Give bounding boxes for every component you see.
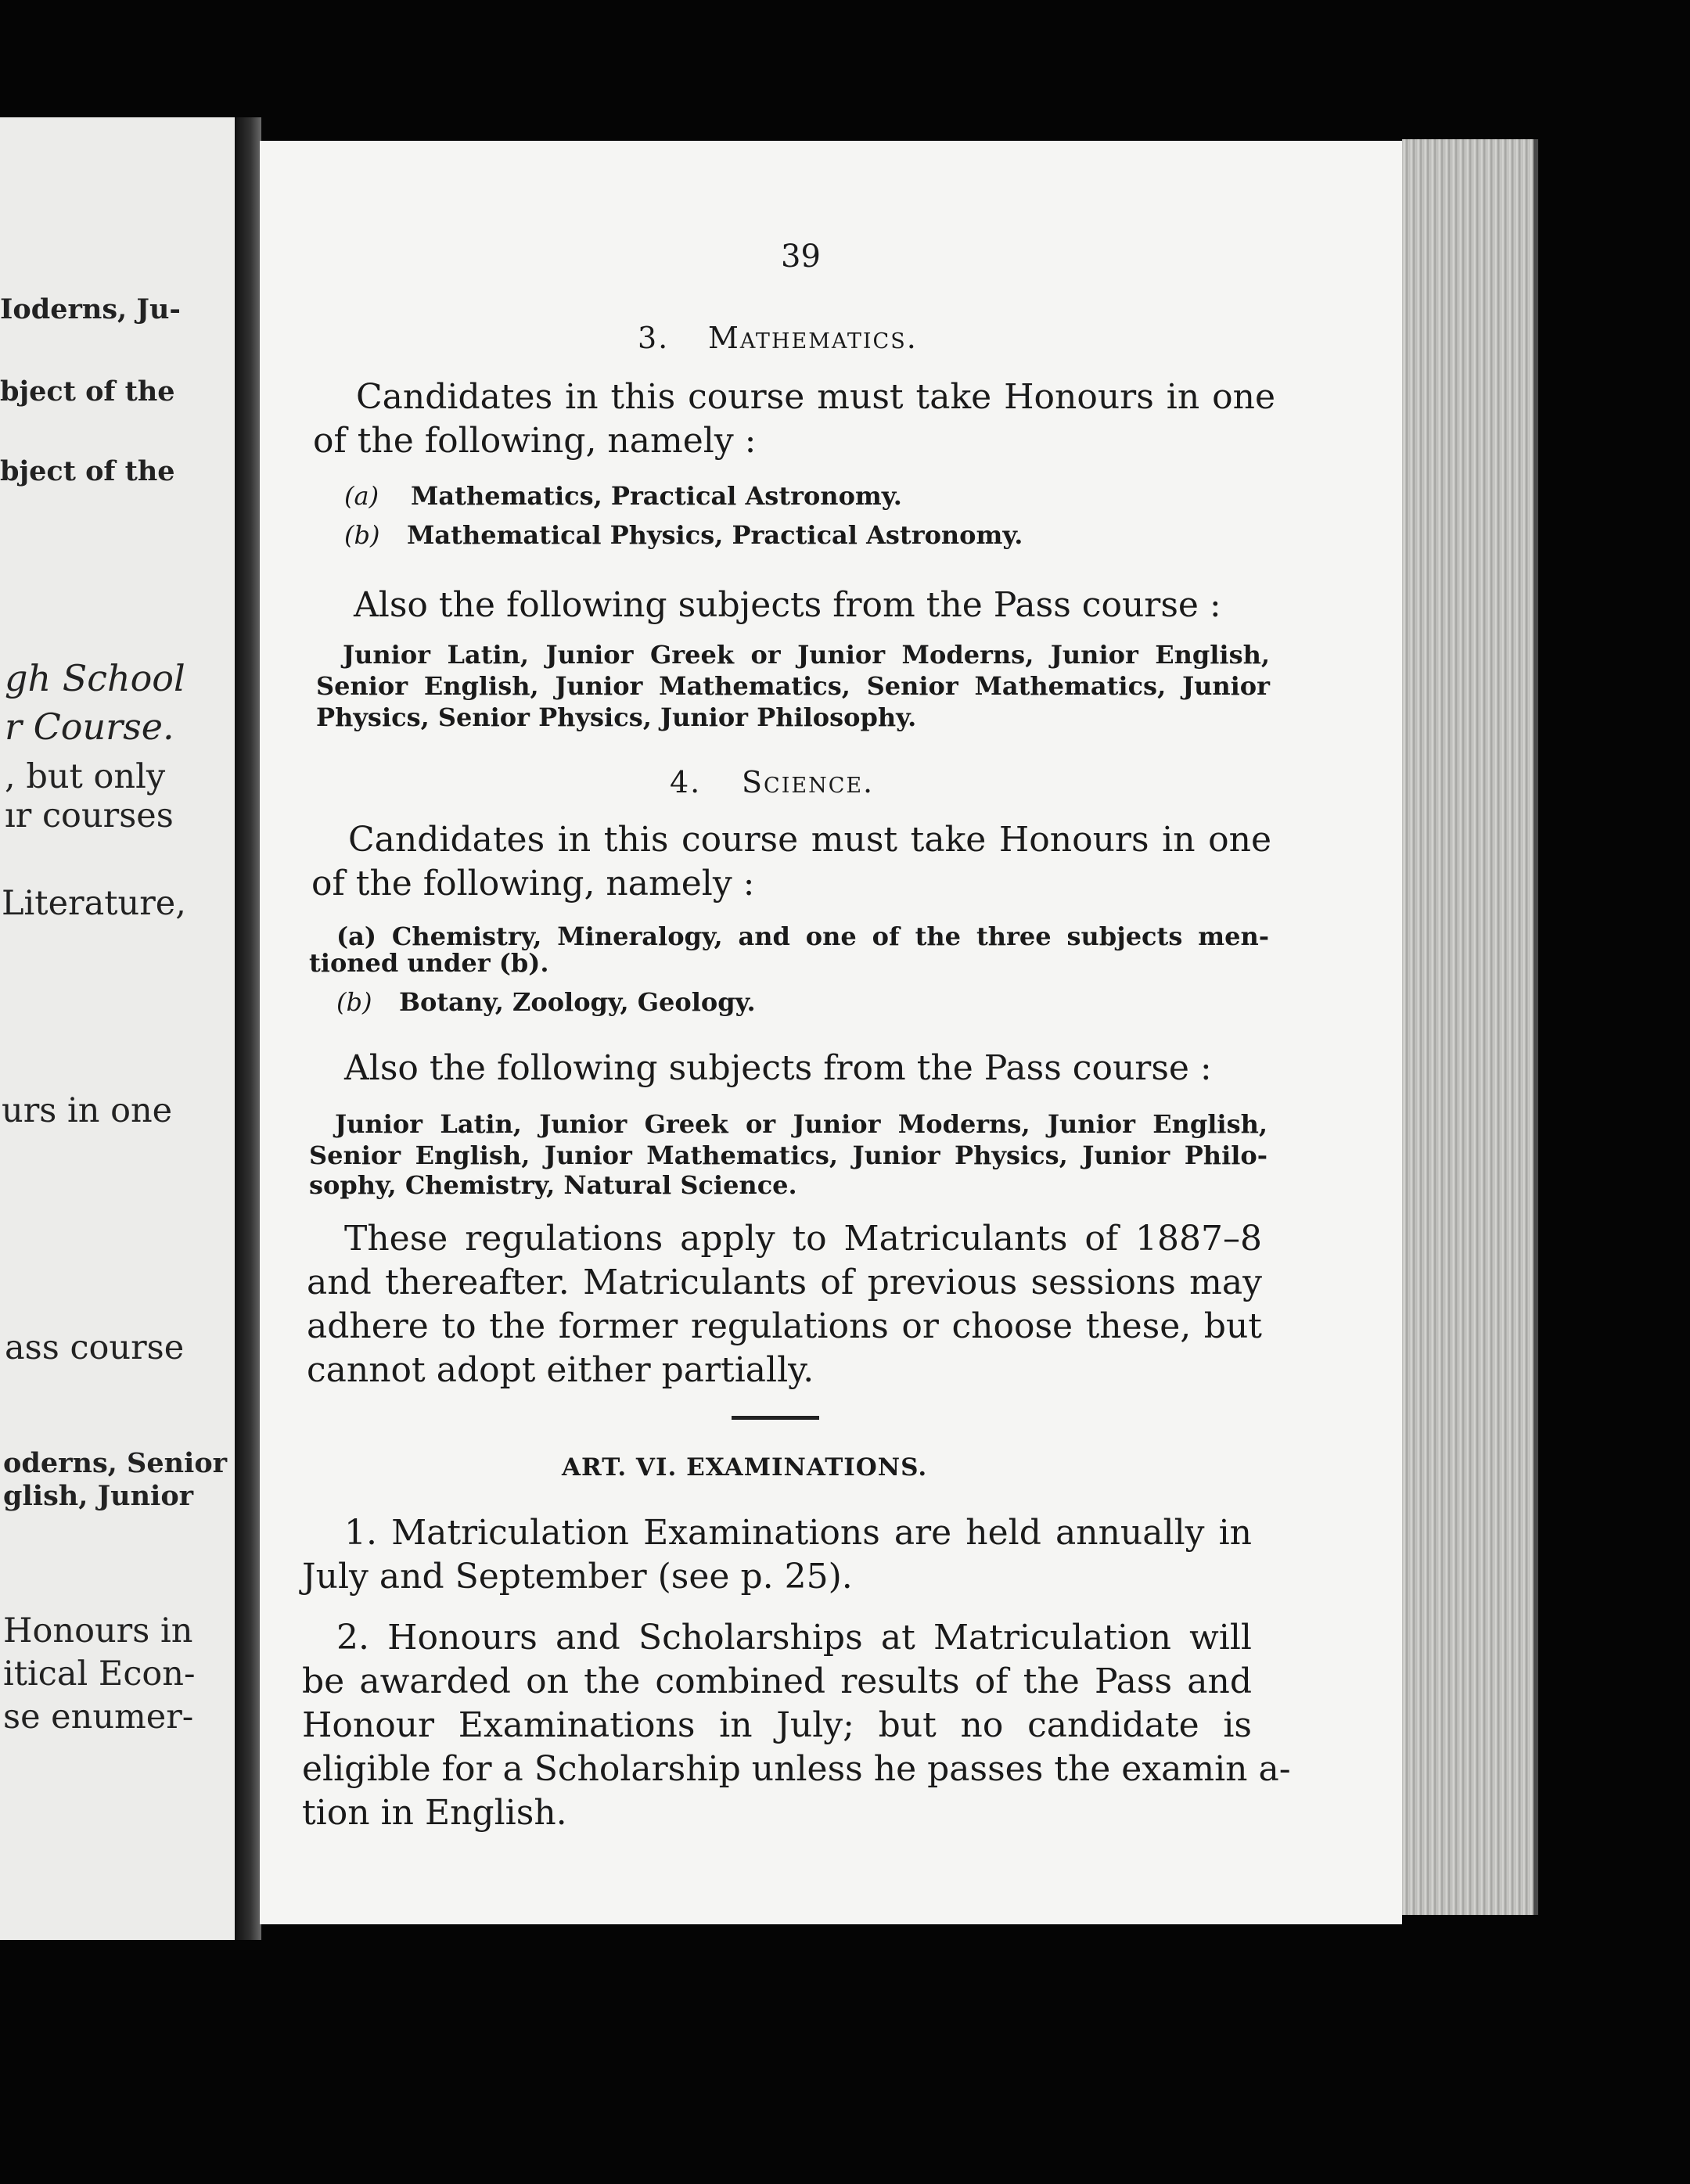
left-fragment: urs in one [2,1091,173,1130]
page-edge [1402,139,1538,1915]
left-fragment: r Course. [5,706,174,748]
science-subjects-line: Junior Latin, Junior Greek or Junior Moderns, Junior English, [335,1109,1268,1139]
exam-para2-line: tion in English. [302,1793,567,1833]
left-page-fragment [0,117,239,1940]
math-also: Also the following subjects from the Pass course : [354,585,1221,625]
science-option-label: (b) [336,987,372,1017]
science-option-text: Botany, Zoology, Geology. [399,987,756,1017]
left-fragment: Literature, [2,884,186,923]
science-intro-line: of the following, namely : [311,864,755,903]
regulations-line: cannot adopt either partially. [307,1350,814,1390]
math-heading: Mathematics. [708,321,918,355]
exam-para2-line: eligible for a Scholarship unless he passes the examin a- [302,1749,1291,1789]
left-fragment: ır courses [5,796,174,835]
left-fragment: itical Econ- [3,1654,196,1694]
regulations-line: These regulations apply to Matriculants of 1887–8 [344,1219,1262,1259]
science-option-a-line: (a) Chemistry, Mineralogy, and one of the three subjects men- [336,921,1269,951]
regulations-line: and thereafter. Matriculants of previous sessions may [307,1263,1262,1302]
left-fragment: Ioderns, Ju- [0,293,181,325]
science-option-a-line: tioned under (b). [309,948,549,978]
left-fragment: Honours in [3,1611,193,1651]
left-fragment: gh School [5,657,185,699]
math-intro-line: of the following, namely : [313,421,757,461]
section-rule [732,1416,819,1420]
math-option-label: (a) [344,481,379,511]
left-fragment: glish, Junior [3,1480,194,1512]
exam-para2-line: Honour Examinations in July; but no candidate is [302,1705,1252,1745]
article-heading: ART. VI. EXAMINATIONS. [562,1453,928,1482]
left-fragment: oderns, Senior [3,1447,228,1479]
math-subjects-line: Junior Latin, Junior Greek or Junior Moderns, Junior English, [343,640,1270,670]
math-subjects-line: Senior English, Junior Mathematics, Senior Mathematics, Junior [316,671,1270,701]
left-fragment: , but only [5,757,166,796]
exam-para1-line: 1. Matriculation Examinations are held annually in [344,1513,1252,1553]
math-intro-line: Candidates in this course must take Honours in one [356,377,1275,417]
math-subjects-line: Physics, Senior Physics, Junior Philosophy. [316,702,917,732]
science-heading: Science. [742,765,875,799]
exam-para2-line: be awarded on the combined results of the Pass and [302,1661,1252,1701]
math-option-label: (b) [344,520,380,550]
science-also: Also the following subjects from the Pass course : [344,1048,1212,1088]
page-number: 39 [781,239,821,275]
math-option-text: Mathematical Physics, Practical Astronomy. [407,520,1023,550]
math-heading-number: 3. [638,321,670,355]
science-subjects-line: Senior English, Junior Mathematics, Junior Physics, Junior Philo- [309,1140,1268,1170]
regulations-line: adhere to the former regulations or choose these, but [307,1306,1262,1346]
left-fragment: bject of the [0,375,175,408]
exam-para1-line: July and September (see p. 25). [302,1557,853,1597]
science-heading-number: 4. [670,765,702,799]
left-fragment: bject of the [0,455,175,487]
exam-para2-line: 2. Honours and Scholarships at Matriculation will [336,1618,1252,1658]
math-option-text: Mathematics, Practical Astronomy. [411,481,902,511]
left-fragment: ass course [5,1328,185,1367]
science-subjects-line: sophy, Chemistry, Natural Science. [309,1170,797,1200]
science-intro-line: Candidates in this course must take Honours in one [348,820,1271,860]
book-gutter [235,117,261,1940]
left-fragment: se enumer- [3,1697,194,1737]
